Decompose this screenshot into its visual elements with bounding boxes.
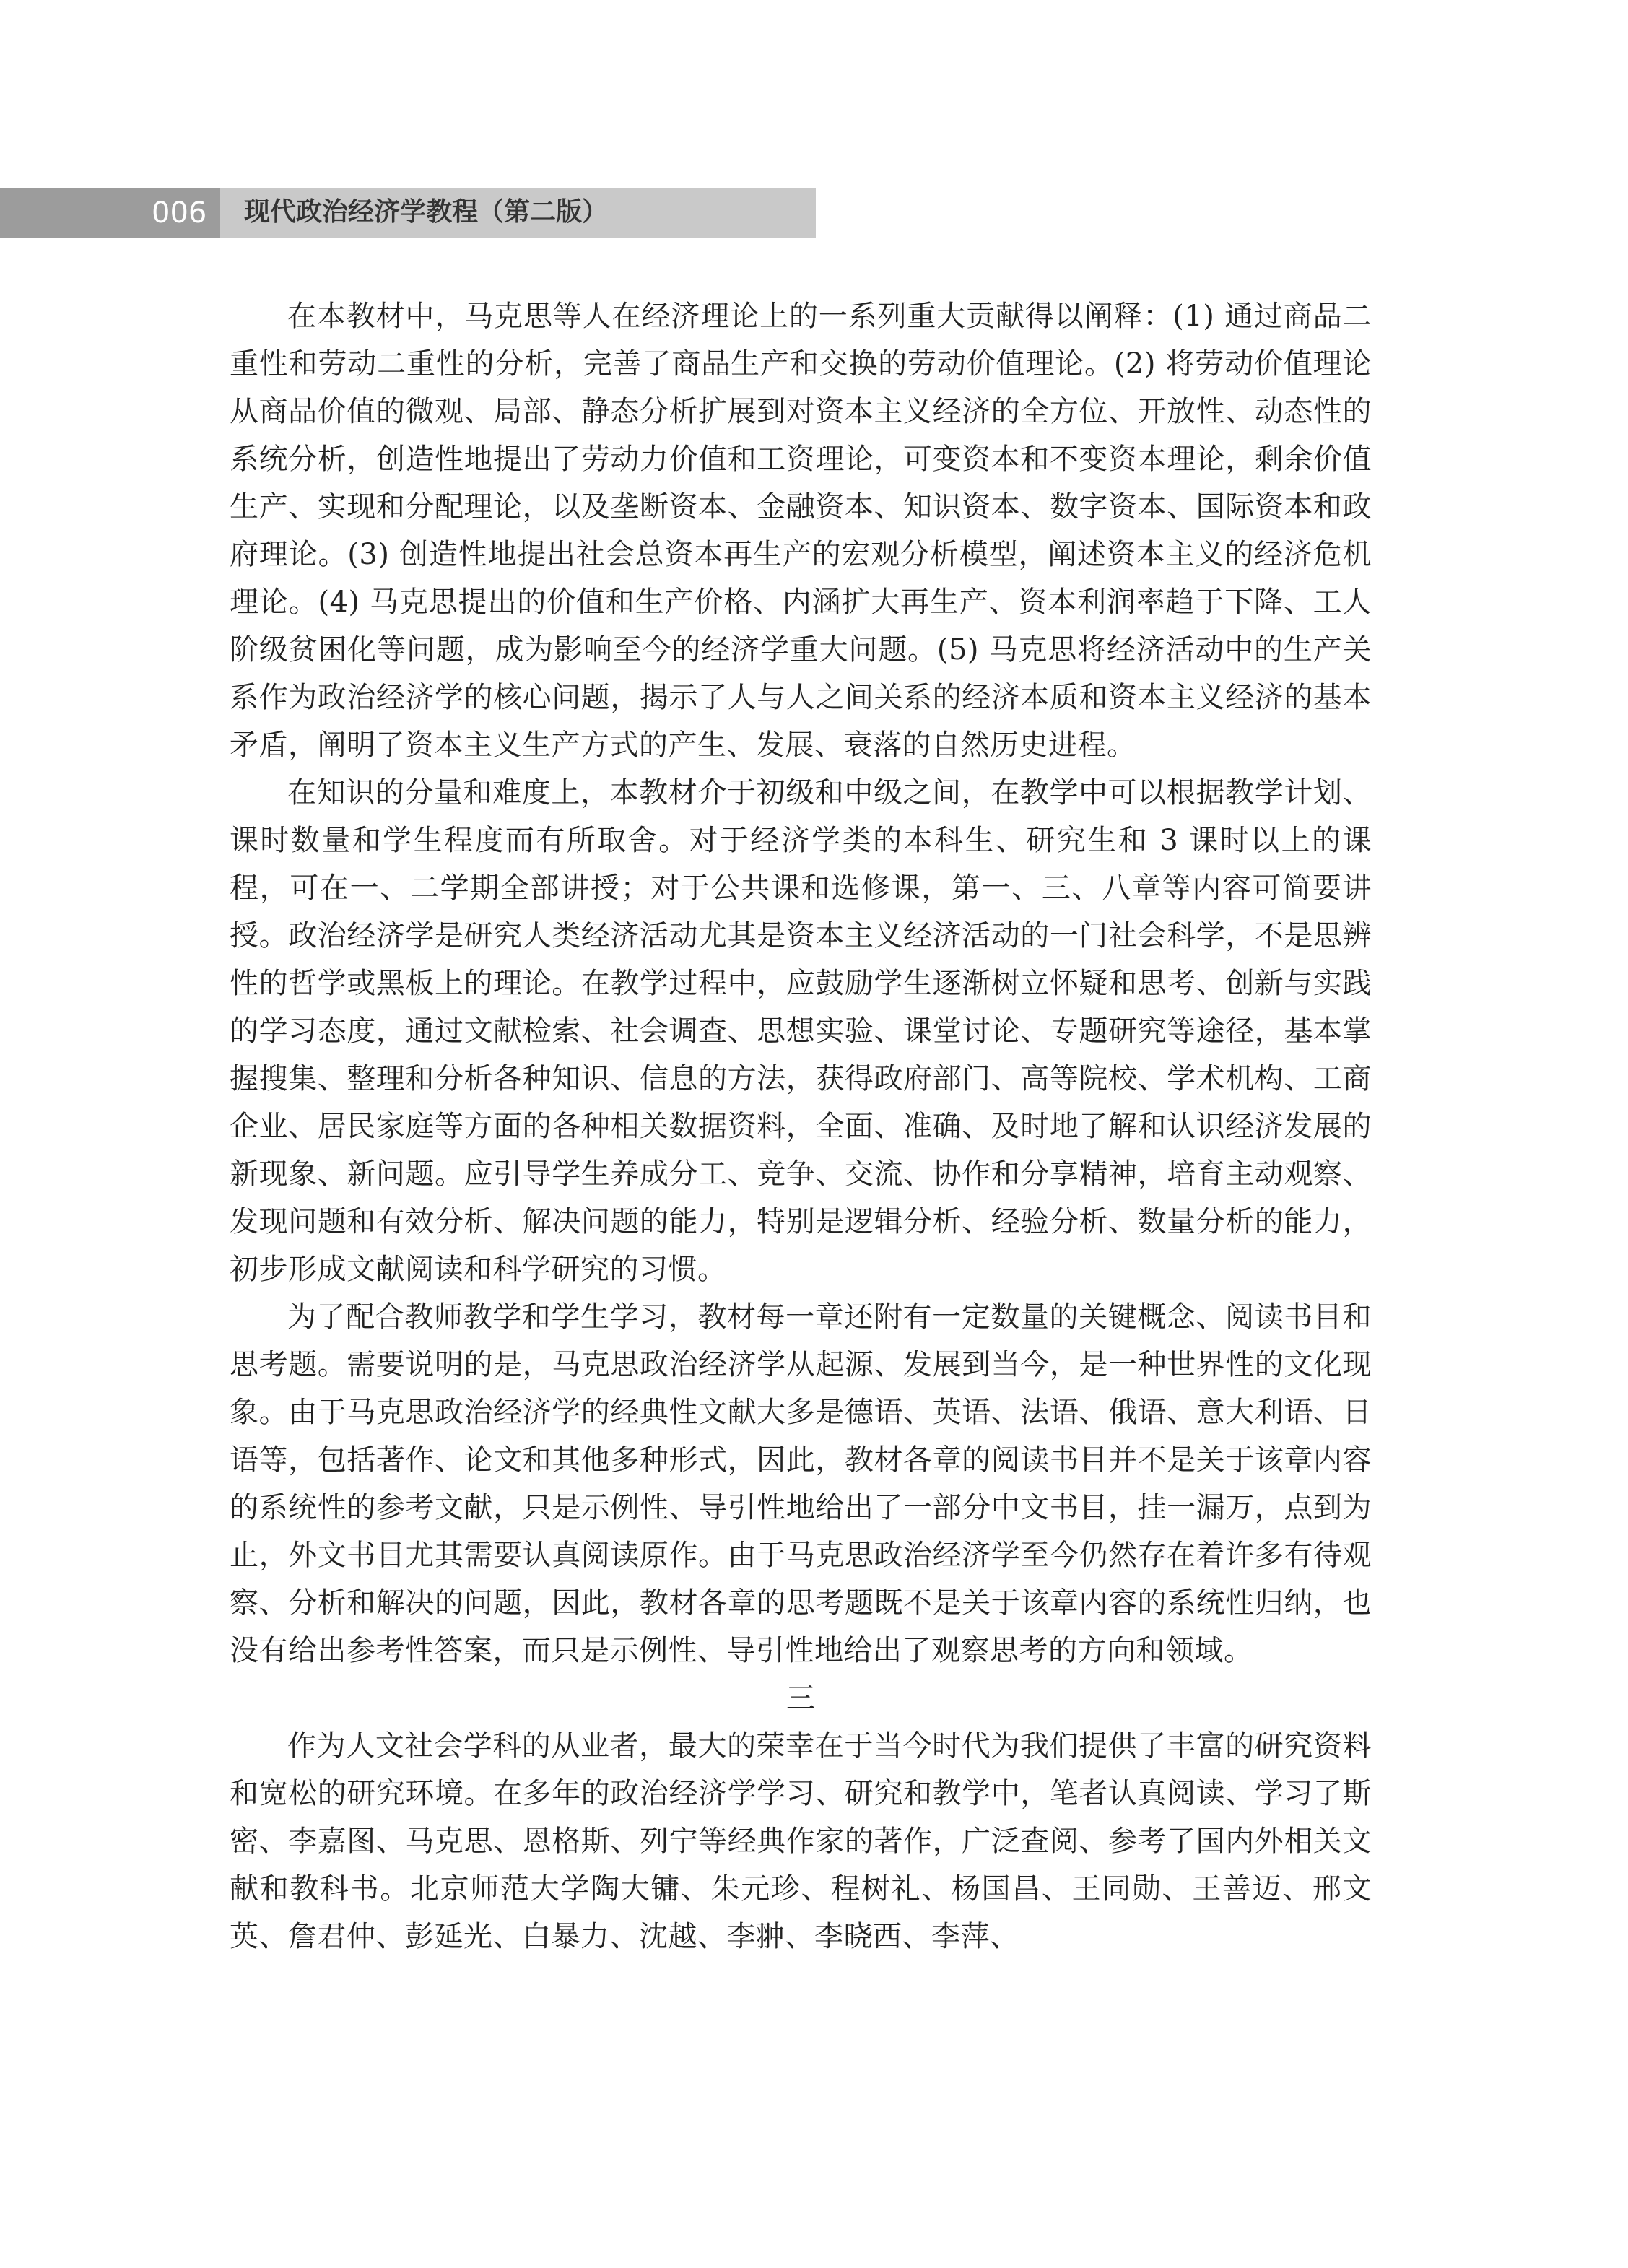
paragraph: 作为人文社会学科的从业者，最大的荣幸在于当今时代为我们提供了丰富的研究资料和宽松的研究环境。在多年的政治经济学学习、研究和教学中，笔者认真阅读、学习了斯密、李嘉图、马克思、恩格斯、列宁等经典作家的著作，广泛查阅、参考了国内外相关文献和教科书。北京师范大学陶大镛、朱元珍、程树礼、杨国昌、王同勋、王善迈、邢文英、詹君仲、彭延光、白暴力、沈越、李翀、李晓西、李萍、 [230, 1729, 1372, 1953]
section-heading: 三 [786, 1682, 815, 1715]
running-header-title: 现代政治经济学教程（第二版） [244, 197, 609, 227]
body-text [230, 292, 1372, 1960]
paragraph: 为了配合教师教学和学生学习，教材每一章还附有一定数量的关键概念、阅读书目和思考题。需要说明的是，马克思政治经济学从起源、发展到当今，是一种世界性的文化现象。由于马克思政治经济学的经典性文献大多是德语、英语、法语、俄语、意大利语、日语等，包括著作、论文和其他多种形式，因此，教材各章的阅读书目并不是关于该章内容的系统性的参考文献，只是示例性、导引性地给出了一部分中文书目，挂一漏万，点到为止，外文书目尤其需要认真阅读原作。由于马克思政治经济学至今仍然存在着许多有待观察、分析和解决的问题，因此，教材各章的思考题既不是关于该章内容的系统性归纳，也没有给出参考性答案，而只是示例性、导引性地给出了观察思考的方向和领域。 [230, 1300, 1372, 1667]
paragraph: 在本教材中，马克思等人在经济理论上的一系列重大贡献得以阐释：(1) 通过商品二重性和劳动二重性的分析，完善了商品生产和交换的劳动价值理论。(2) 将劳动价值理论从商品价值的微观、局部、静态分析扩展到对资本主义经济的全方位、开放性、动态性的系统分析，创造性地提出了劳动力价值和工资理论，可变资本和不变资本理论，剩余价值生产、实现和分配理论，以及垄断资本、金融资本、知识资本、数字资本、国际资本和政府理论。(3) 创造性地提出社会总资本再生产的宏观分析模型，阐述资本主义的经济危机理论。(4) 马克思提出的价值和生产价格、内涵扩大再生产、资本利润率趋于下降、工人阶级贫困化等问题，成为影响至今的经济学重大问题。(5) 马克思将经济活动中的生产关系作为政治经济学的核心问题，揭示了人与人之间关系的经济本质和资本主义经济的基本矛盾，阐明了资本主义生产方式的产生、发展、衰落的自然历史进程。 [230, 300, 1372, 762]
paragraph: 在知识的分量和难度上，本教材介于初级和中级之间，在教学中可以根据教学计划、课时数量和学生程度而有所取舍。对于经济学类的本科生、研究生和 3 课时以上的课程，可在一、二学期全部讲授；对于公共课和选修课，第一、三、八章等内容可简要讲授。政治经济学是研究人类经济活动尤其是资本主义经济活动的一门社会科学，不是思辨性的哲学或黑板上的理论。在教学过程中，应鼓励学生逐渐树立怀疑和思考、创新与实践的学习态度，通过文献检索、社会调查、思想实验、课堂讨论、专题研究等途径，基本掌握搜集、整理和分析各种知识、信息的方法，获得政府部门、高等院校、学术机构、工商企业、居民家庭等方面的各种相关数据资料，全面、准确、及时地了解和认识经济发展的新现象、新问题。应引导学生养成分工、竞争、交流、协作和分享精神，培育主动观察、发现问题和有效分析、解决问题的能力，特别是逻辑分析、经验分析、数量分析的能力，初步形成文献阅读和科学研究的习惯。 [230, 776, 1372, 1286]
page-number: 006 [152, 196, 207, 230]
